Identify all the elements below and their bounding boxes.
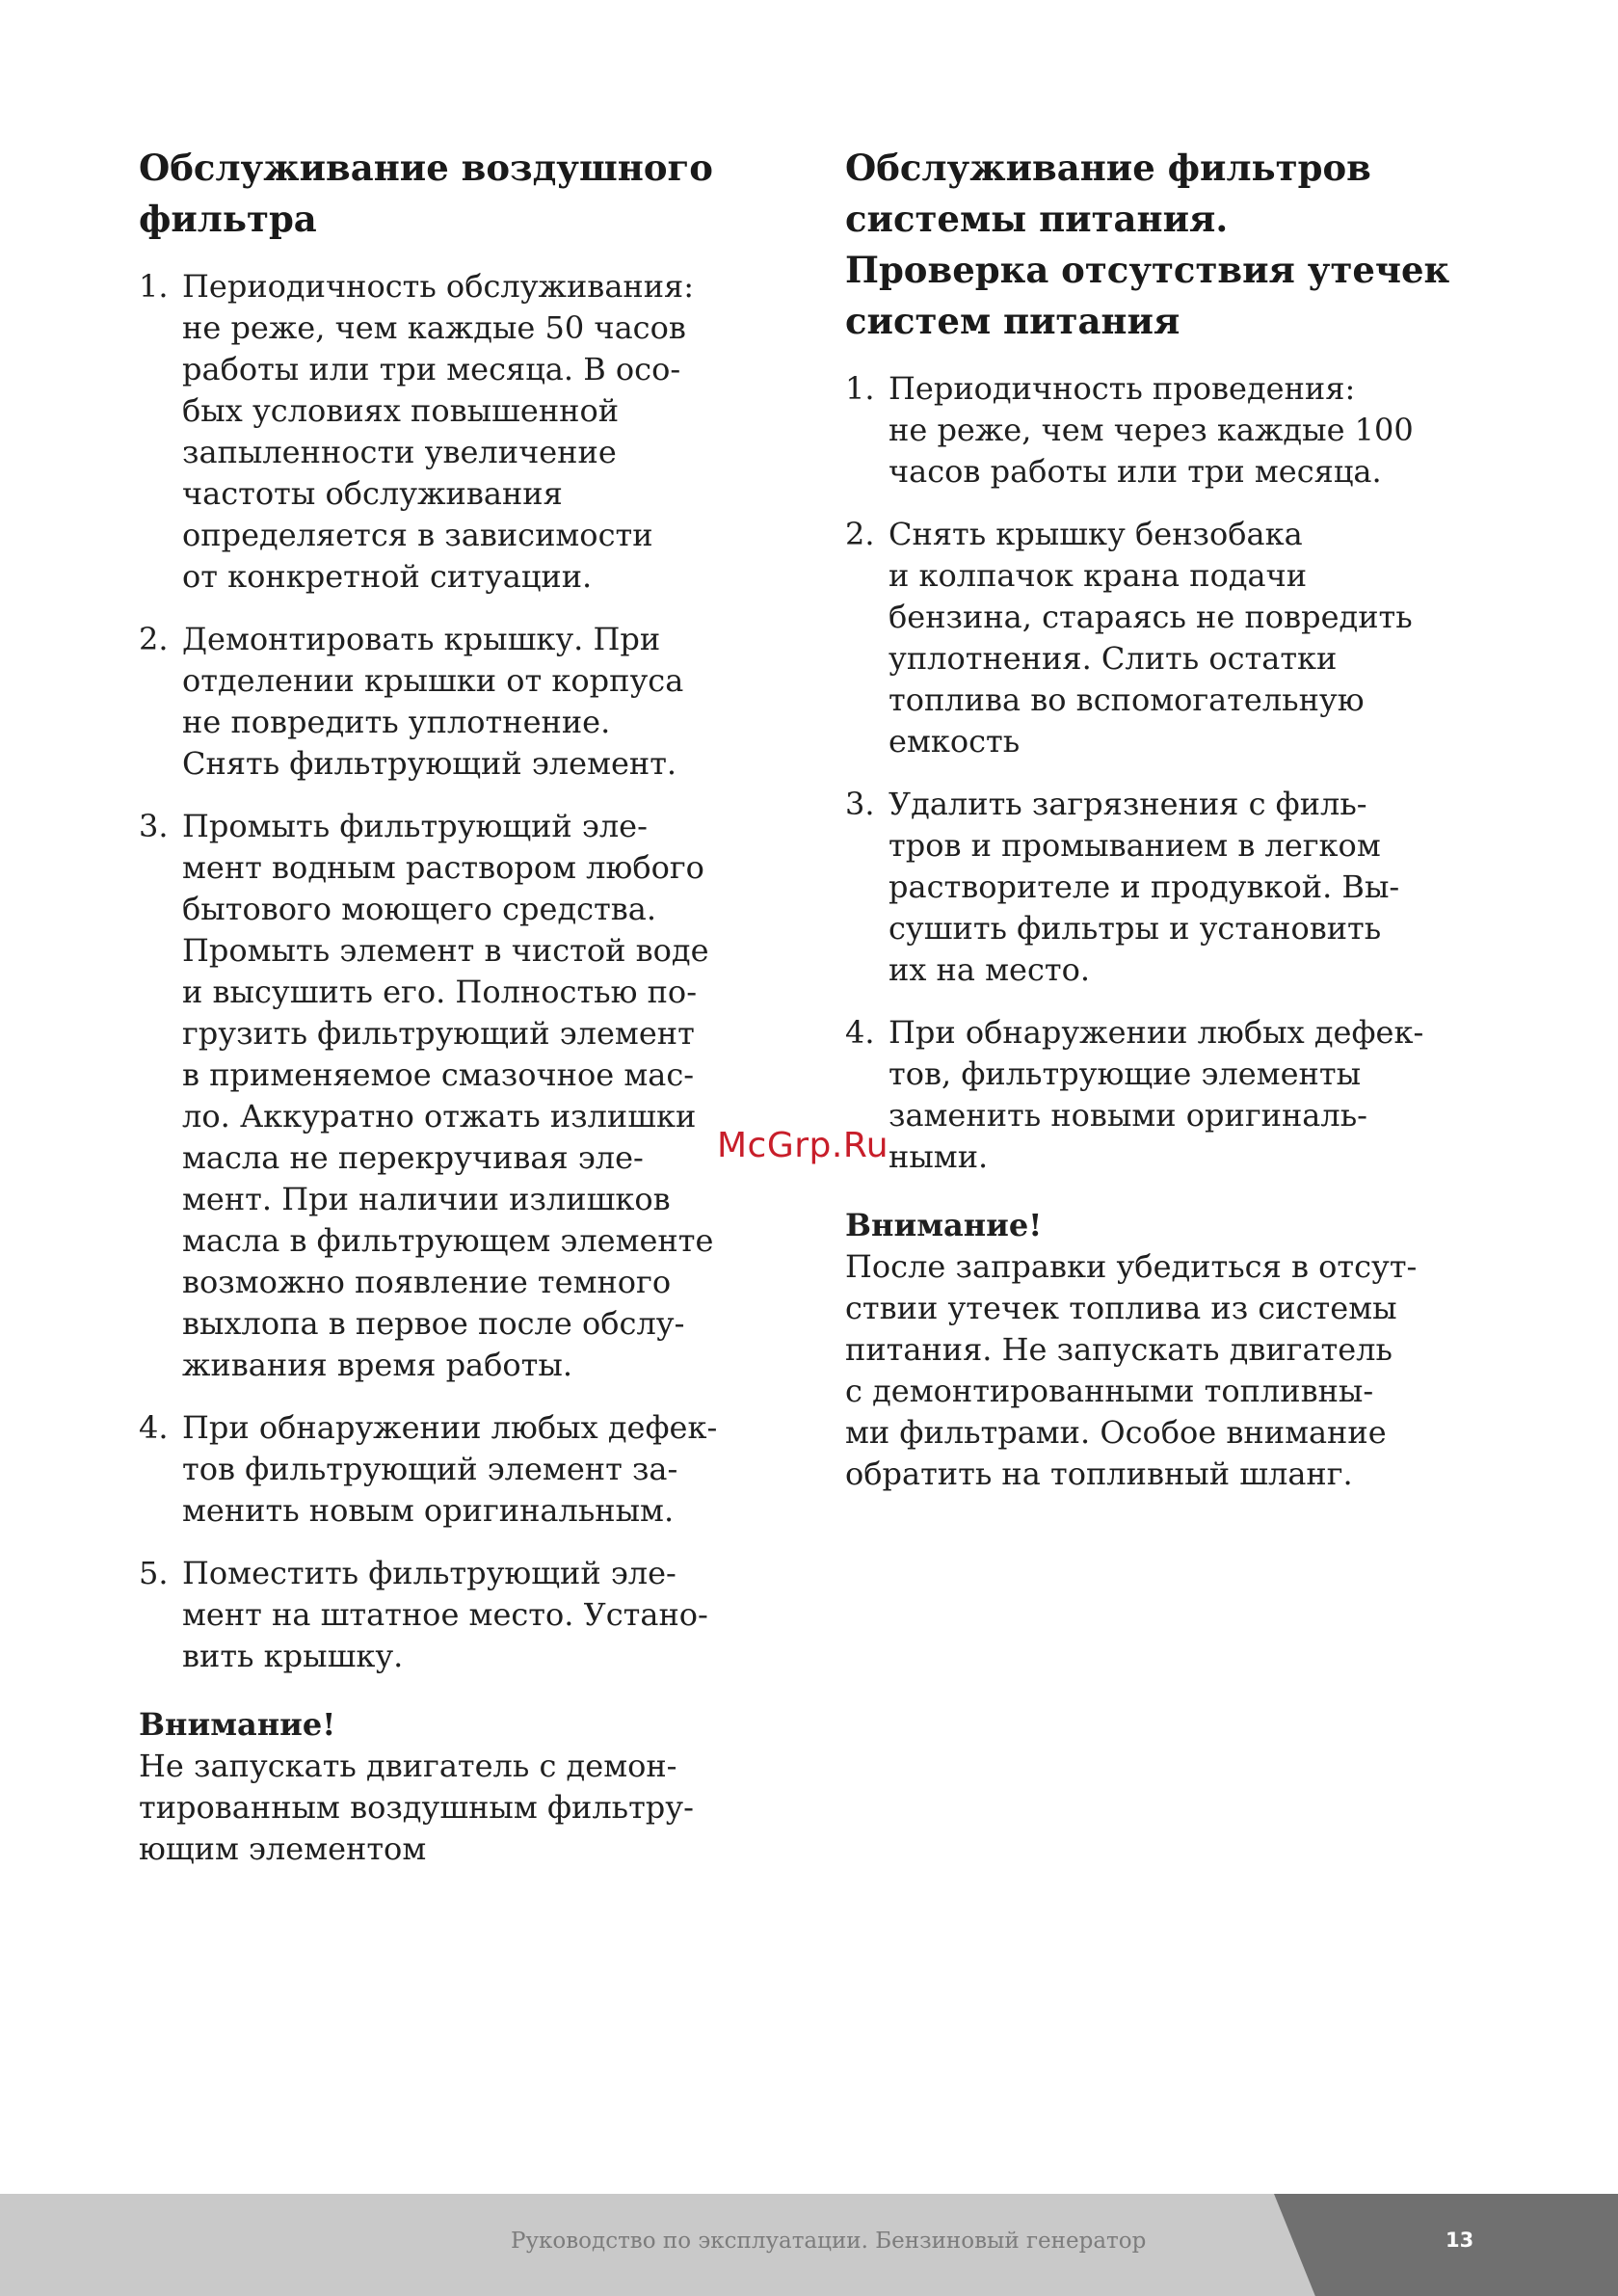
watermark: McGrp.Ru [717, 1126, 889, 1165]
title-line: системы питания. [845, 198, 1229, 240]
title-line: Обслуживание фильтров [845, 147, 1371, 189]
warning-title: Внимание! [845, 1207, 1043, 1243]
list-item-number: 2. [845, 516, 875, 552]
text-line: тов, фильтрующие элементы [889, 1055, 1362, 1092]
title-line: Обслуживание воздушного [139, 147, 713, 189]
list-item-number: 3. [845, 786, 875, 822]
text-line: обратить на топливный шланг. [845, 1455, 1353, 1492]
text-line: ющим элементом [139, 1830, 427, 1867]
list-item-number: 3. [139, 808, 169, 844]
text-line: с демонтированными топливны- [845, 1373, 1374, 1409]
text-line: возможно появление темного [182, 1264, 672, 1300]
text-line: Промыть элемент в чистой воде [182, 932, 709, 969]
fuel-filter-section-title [845, 143, 1500, 347]
text-line: не реже, чем каждые 50 часов [182, 309, 686, 346]
page-footer [0, 2194, 1618, 2296]
text-line: определяется в зависимости [182, 517, 653, 553]
text-line: тированным воздушным фильтру- [139, 1789, 694, 1826]
text-line: работы или три месяца. В осо- [182, 351, 681, 387]
text-line: не реже, чем через каждые 100 [889, 412, 1414, 448]
text-line: растворителе и продувкой. Вы- [889, 868, 1400, 905]
text-line: в применяемое смазочное мас- [182, 1056, 695, 1093]
list-item [845, 368, 1500, 493]
fuel-filter-warning [845, 1205, 1500, 1495]
text-line: не повредить уплотнение. [182, 704, 611, 740]
air-filter-steps-list [139, 266, 775, 1677]
text-line: часов работы или три месяца. [889, 453, 1382, 490]
list-item [845, 784, 1500, 991]
text-line: Снять крышку бензобака [889, 516, 1303, 552]
text-line: масла в фильтрующем элементе [182, 1222, 714, 1259]
text-line: После заправки убедиться в отсут- [845, 1248, 1418, 1285]
list-item-number: 2. [139, 621, 169, 657]
text-line: При обнаружении любых дефек- [182, 1409, 718, 1446]
text-line: уплотнения. Слить остатки [889, 640, 1338, 677]
footer-document-title: Руководство по эксплуатации. Бензиновый генератор [511, 2229, 1147, 2254]
text-line: заменить новыми оригиналь- [889, 1097, 1367, 1134]
list-item [139, 1553, 775, 1677]
text-line: ными. [889, 1138, 989, 1175]
fuel-filter-steps-list [845, 368, 1500, 1178]
text-line: Демонтировать крышку. При [182, 621, 661, 657]
text-line: их на место. [889, 951, 1091, 988]
list-item [845, 514, 1500, 762]
air-filter-section-title [139, 143, 775, 245]
list-item-number: 5. [139, 1555, 169, 1591]
text-line: бытового моющего средства. [182, 891, 657, 927]
list-item [139, 266, 775, 598]
text-line: ми фильтрами. Особое внимание [845, 1414, 1387, 1451]
text-line: Поместить фильтрующий эле- [182, 1555, 676, 1591]
text-line: от конкретной ситуации. [182, 558, 593, 595]
text-line: питания. Не запускать двигатель [845, 1331, 1393, 1368]
air-filter-warning [139, 1704, 775, 1870]
text-line: емкость [889, 723, 1021, 760]
warning-title: Внимание! [139, 1706, 336, 1743]
text-line: Периодичность проведения: [889, 370, 1356, 407]
title-line: Проверка отсутствия утечек [845, 249, 1450, 291]
text-line: При обнаружении любых дефек- [889, 1014, 1424, 1051]
text-line: Не запускать двигатель с демон- [139, 1748, 677, 1784]
list-item [139, 806, 775, 1386]
text-line: мент водным раствором любого [182, 849, 704, 886]
text-line: мент на штатное место. Устано- [182, 1596, 708, 1633]
text-line: запыленности увеличение [182, 434, 617, 470]
list-item-number: 1. [845, 370, 875, 407]
text-line: грузить фильтрующий элемент [182, 1015, 695, 1052]
text-line: частоты обслуживания [182, 475, 563, 512]
text-line: Промыть фильтрующий эле- [182, 808, 648, 844]
text-line: бых условиях повышенной [182, 392, 620, 429]
title-line: фильтра [139, 198, 317, 240]
text-line: менить новым оригинальным. [182, 1492, 675, 1529]
text-line: Снять фильтрующий элемент. [182, 745, 677, 782]
text-line: отделении крышки от корпуса [182, 662, 684, 699]
text-line: ствии утечек топлива из системы [845, 1290, 1397, 1326]
text-line: и высушить его. Полностью по- [182, 974, 697, 1010]
title-line: систем питания [845, 300, 1180, 342]
text-line: выхлопа в первое после обслу- [182, 1305, 685, 1342]
list-item-number: 4. [139, 1409, 169, 1446]
text-line: ло. Аккуратно отжать излишки [182, 1098, 697, 1135]
text-line: бензина, стараясь не повредить [889, 599, 1413, 635]
list-item [139, 619, 775, 785]
text-line: тров и промыванием в легком [889, 827, 1381, 864]
page-number: 13 [1446, 2229, 1474, 2252]
right-column [845, 143, 1500, 1495]
list-item-number: 1. [139, 268, 169, 305]
text-line: топлива во вспомогательную [889, 681, 1365, 718]
text-line: вить крышку. [182, 1638, 404, 1674]
text-line: и колпачок крана подачи [889, 557, 1308, 594]
text-line: сушить фильтры и установить [889, 910, 1382, 947]
left-column [139, 143, 775, 1870]
text-line: тов фильтрующий элемент за- [182, 1451, 678, 1487]
list-item-number: 4. [845, 1014, 875, 1051]
list-item [845, 1012, 1500, 1178]
list-item [139, 1407, 775, 1532]
text-line: мент. При наличии излишков [182, 1181, 671, 1217]
text-line: Периодичность обслуживания: [182, 268, 695, 305]
text-line: масла не перекручивая эле- [182, 1139, 644, 1176]
text-line: живания время работы. [182, 1347, 572, 1383]
text-line: Удалить загрязнения с филь- [889, 786, 1367, 822]
